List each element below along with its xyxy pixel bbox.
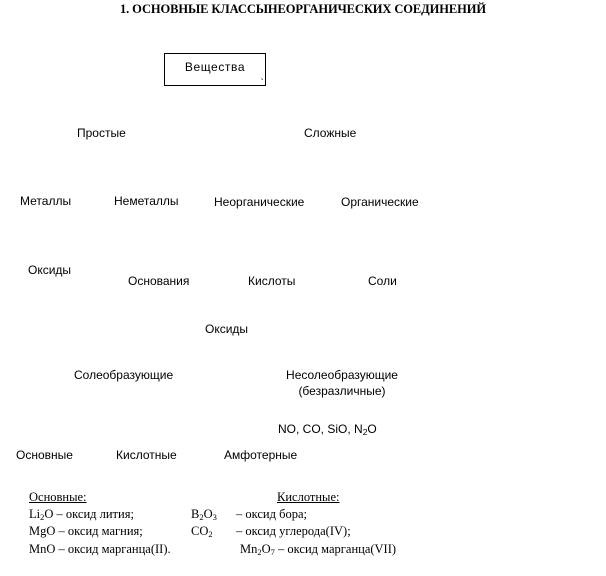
oxides-tree-title: Оксиды [205, 322, 249, 336]
acidic-example-description: – оксид углерода(IV); [236, 524, 351, 538]
node-nonmetals: Неметаллы [114, 194, 179, 208]
node-bases: Основания [128, 274, 190, 288]
acidic-example-description: – оксид бора; [236, 507, 307, 521]
node-simple: Простые [77, 126, 126, 140]
node-non-salt-forming-note: (безразличные) [298, 384, 386, 398]
acidic-example-formula: $CO_2$ [191, 524, 213, 539]
node-non-salt-forming: Несолеобразующие [286, 368, 398, 382]
acidic-example-row: $Mn_2O_7$ – оксид марганца(VII) [240, 542, 397, 557]
node-acids: Кислоты [248, 274, 296, 288]
acidic-example-formula: $B_2O_3$ [191, 507, 217, 522]
acidic-examples-heading: Кислотные: [277, 490, 340, 504]
node-organic: Органические [341, 195, 419, 209]
node-acidic-oxides: Кислотные [116, 448, 177, 462]
root-node-label: Вещества [184, 60, 246, 74]
basic-example-row: MnO – оксид марганца(II). [29, 542, 171, 556]
node-amphoteric-oxides: Амфотерные [224, 448, 298, 462]
node-oxides: Оксиды [28, 263, 72, 277]
basic-example-row: MgO – оксид магния; [29, 524, 143, 538]
basic-example-row: $Li_2O$ – оксид лития; [29, 507, 134, 522]
node-salt-forming: Солеобразующие [74, 368, 174, 382]
node-metals: Металлы [20, 194, 72, 208]
root-node-box [164, 53, 266, 86]
node-salts: Соли [368, 274, 397, 288]
box-corner-mark: ˎ [260, 70, 264, 81]
node-basic-oxides: Основные [16, 448, 73, 462]
node-complex: Сложные [304, 126, 357, 140]
non-salt-forming-examples: NO, CO, SiO, $N_2O$ [278, 422, 377, 437]
basic-examples-heading: Основные: [29, 490, 87, 504]
page-title: 1. ОСНОВНЫЕ КЛАССЫНЕОРГАНИЧЕСКИХ СОЕДИНЕНИЙ [119, 2, 487, 16]
node-inorganic: Неорганические [214, 195, 305, 209]
